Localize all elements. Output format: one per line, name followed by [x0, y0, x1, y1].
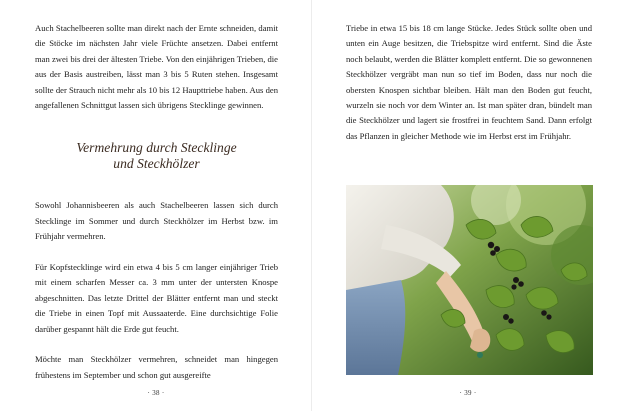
right-page: [312, 0, 624, 411]
left-paragraph-2: Sowohl Johannisbeeren als auch Stachelbeeren lassen sich durch Stecklinge im Sommer und durch Steckhölzer im Herbst bzw. im Frühjahr vermehren.: [35, 200, 278, 242]
gardener-photo: [346, 185, 593, 375]
left-paragraph-3: Für Kopfstecklinge wird ein etwa 4 bis 5 cm langer einjähriger Trieb mit einem scharfen Messer ca. 3 mm unter der untersten Knospe abgeschnitten. Das letzte Drittel der Blätter entfernt man und steckt die Triebe in einen Topf mit Aussaaterde. Eine durchsichtige Folie darüber gespannt hält die Erde gut feucht.: [35, 262, 278, 334]
section-heading-line-1: Vermehrung durch Stecklinge: [76, 140, 237, 156]
left-paragraph-1: Auch Stachelbeeren sollte man direkt nach der Ernte schneiden, damit die Stöcke im nächsten Jahr viele Früchte ansetzen. Dabei entfernt man zwei bis drei der ältesten Triebe. Von den einjährigen Trieben, die aus der Basis austreiben, lässt man 3 bis 5 Ruten stehen. Insgesamt sollte der Strauch nicht mehr als 10 bis 12 Haupttriebe haben. Aus den angefallenen Schnittgut lassen sich übrigens Stecklinge gewinnen.: [35, 23, 278, 111]
left-text-column: [35, 21, 278, 383]
right-text-column: [346, 21, 592, 144]
section-heading: [35, 140, 278, 172]
left-paragraph-4: Möchte man Steckhölzer vermehren, schneidet man hingegen frühestens im September und schon gut ausgereifte: [35, 354, 278, 380]
gardener-picking-blackcurrants-icon: [346, 185, 593, 375]
right-paragraph-1: Triebe in etwa 15 bis 18 cm lange Stücke. Jedes Stück sollte oben und unten ein Auge besitzen, die Triebspitze wird entfernt. Sind die Äste noch belaubt, werden die Blätter komplett entfernt. Die so gewonnenen Steckhölzer vergräbt man nun so tief im Boden, dass nur noch die obersten Knospen sichtbar bleiben. Hält man den Boden gut feucht, wurzeln sie noch vor dem Winter an. Ist man später dran, bündelt man die Steckhölzer und lagert sie frostfrei in feuchtem Sand. Dann erfolgt das Pflanzen in gleicher Methode wie im Herbst erst im Frühjahr.: [346, 23, 592, 141]
section-heading-line-2: und Steckhölzer: [113, 156, 200, 172]
right-page-number: · 39 ·: [459, 389, 477, 397]
left-page-number: · 38 ·: [147, 389, 165, 397]
